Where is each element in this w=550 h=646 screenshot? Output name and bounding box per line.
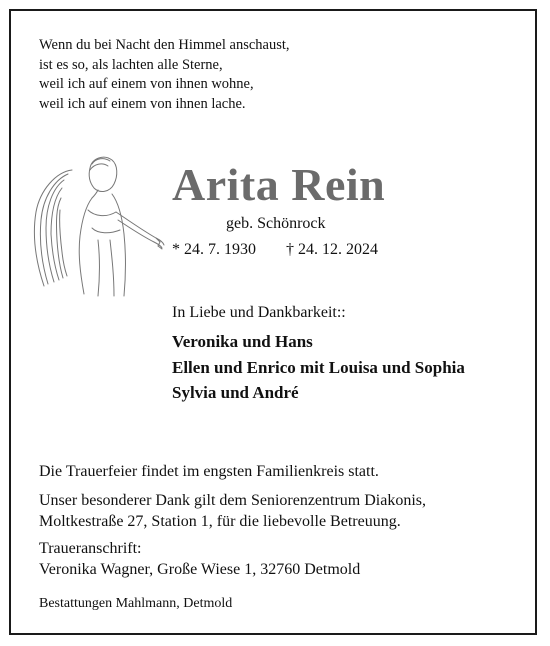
poem-line: weil ich auf einem von ihnen wohne, <box>39 76 254 92</box>
mourner-line: Sylvia und André <box>172 383 299 402</box>
thanks-line: Moltkestraße 27, Station 1, für die liebevolle Betreuung. <box>39 513 401 530</box>
life-dates <box>172 241 404 259</box>
poem <box>39 36 290 114</box>
funeral-note: Die Trauerfeier findet im engsten Familienkreis statt. <box>39 463 379 480</box>
mourners-intro: In Liebe und Dankbarkeit:: <box>172 304 346 321</box>
mourner-line: Ellen und Enrico mit Louisa und Sophia <box>172 357 465 377</box>
birth-date: * 24. 7. 1930 <box>172 241 256 258</box>
address-line: Veronika Wagner, Große Wiese 1, 32760 Detmold <box>39 561 361 578</box>
address-line: Traueranschrift: <box>39 540 142 557</box>
death-date: † 24. 12. 2024 <box>286 241 378 258</box>
mourner-line: Veronika und Hans <box>172 332 313 351</box>
angel-icon <box>28 150 168 300</box>
poem-line: weil ich auf einem von ihnen lache. <box>39 95 246 112</box>
poem-line: ist es so, als lachten alle Sterne, <box>39 56 223 73</box>
mourners-list <box>172 329 465 406</box>
poem-line: Wenn du bei Nacht den Himmel anschaust, <box>39 37 290 53</box>
deceased-name: Arita Rein <box>172 159 386 210</box>
thanks-note <box>39 490 426 532</box>
thanks-line: Unser besonderer Dank gilt dem Seniorenzentrum Diakonis, <box>39 492 427 509</box>
undertaker: Bestattungen Mahlmann, Detmold <box>39 596 233 611</box>
maiden-name: geb. Schönrock <box>226 215 326 232</box>
mourning-address <box>39 538 360 580</box>
